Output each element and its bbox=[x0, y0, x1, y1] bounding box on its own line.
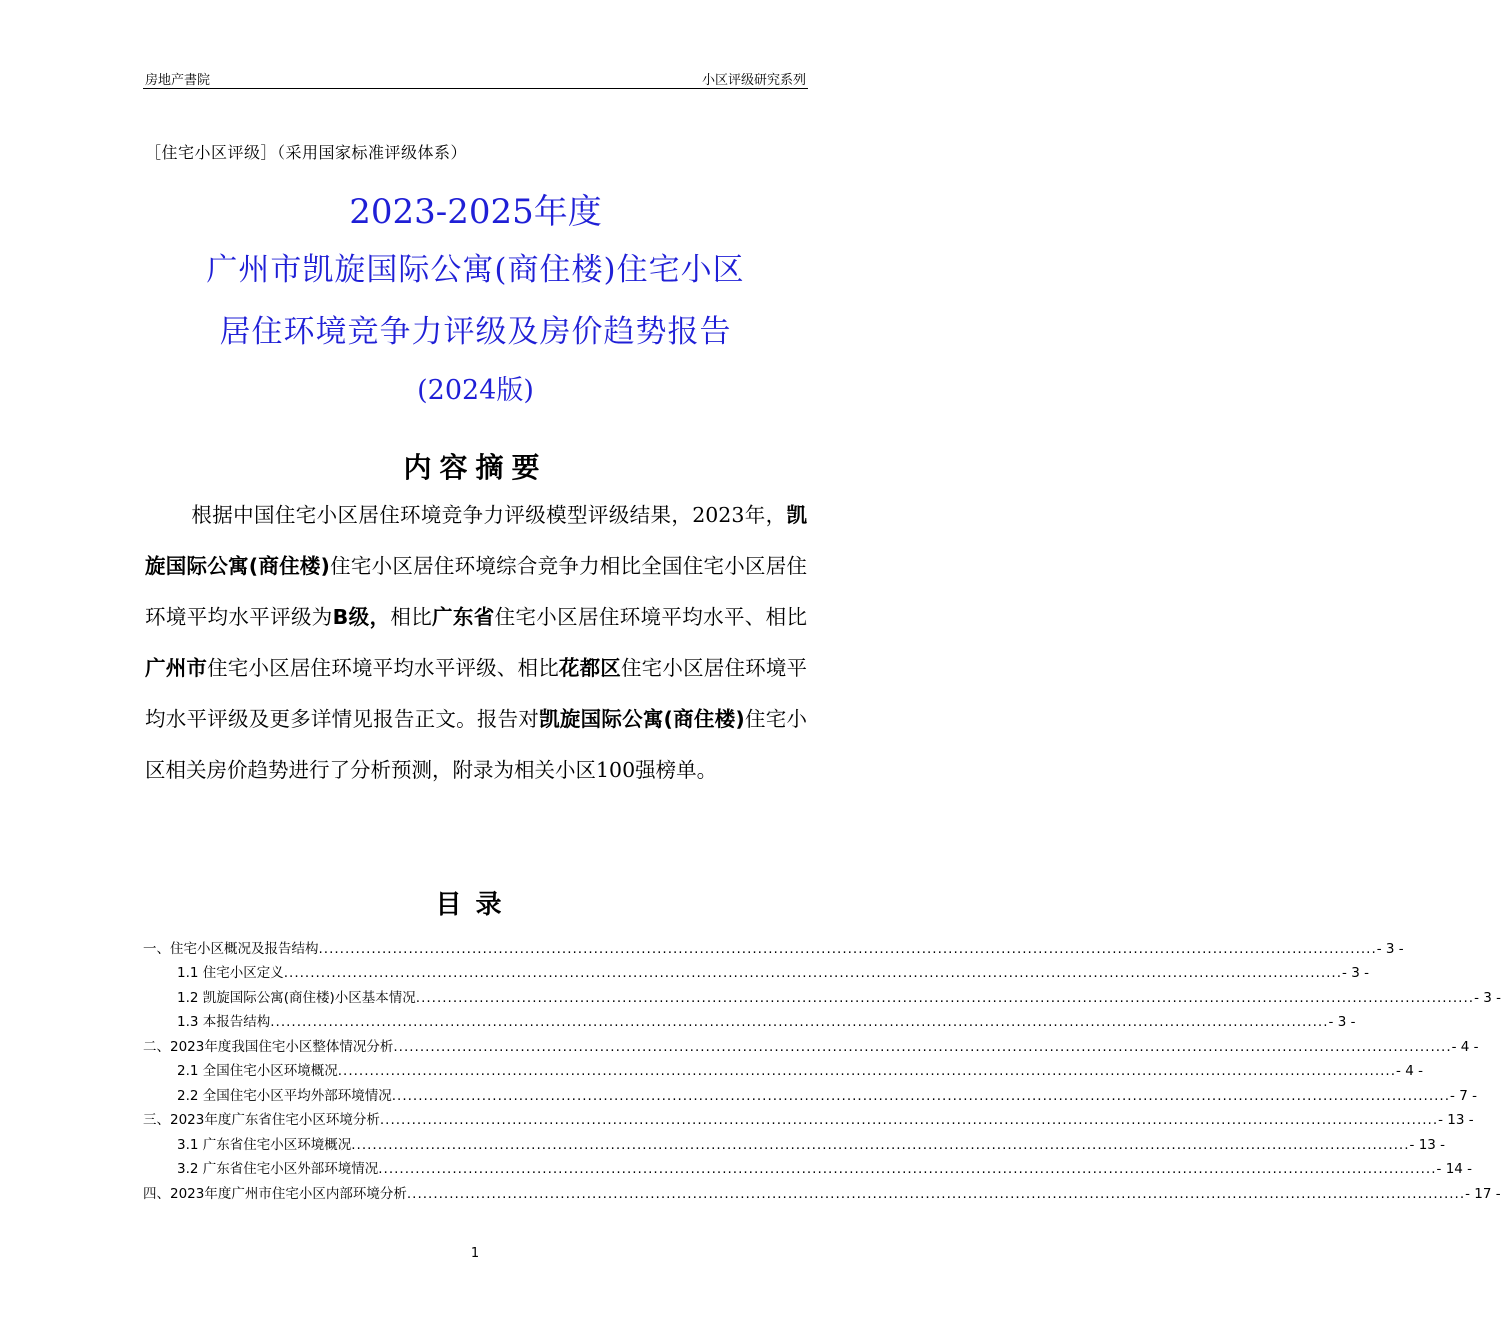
toc-entry[interactable] bbox=[143, 1104, 1474, 1129]
toc-entry[interactable] bbox=[143, 1079, 1477, 1104]
toc-entry[interactable] bbox=[143, 1177, 1501, 1202]
title-line-1: 2023-2025年度 bbox=[349, 192, 602, 232]
toc-entry-page: - 3 - bbox=[1342, 965, 1369, 981]
abstract-text: 住宅小区居住环境平均水平、相比 bbox=[494, 605, 808, 629]
toc-leader-dots: ........................................................................................................................................................................................................ bbox=[379, 1112, 1439, 1128]
toc-entry[interactable] bbox=[143, 1006, 1356, 1031]
toc-leader-dots: ........................................................................................................................................................................................................ bbox=[415, 989, 1475, 1006]
abstract-text: 根据中国住宅小区居住环境竞争力评级模型评级结果，2023年， bbox=[191, 503, 787, 527]
toc-entry-page: - 13 - bbox=[1438, 1112, 1474, 1128]
abstract-text: 相比 bbox=[390, 605, 433, 629]
toc-entry[interactable] bbox=[143, 932, 1404, 957]
toc-entry-page: - 4 - bbox=[1451, 1038, 1479, 1055]
abstract-text: 住宅小区相关房价趋势进行了分析预测，附录为相关小区100强榜单。 bbox=[145, 707, 808, 782]
toc-entry-page: - 4 - bbox=[1396, 1063, 1423, 1079]
title-line-3: 居住环境竞争力评级及房价趋势报告 bbox=[219, 314, 732, 350]
toc-leader-dots: ........................................................................................................................................................................................................ bbox=[318, 940, 1377, 957]
toc-entry[interactable] bbox=[143, 1030, 1479, 1055]
toc-entry-label: 三、2023年度广东省住宅小区环境分析 bbox=[143, 1112, 380, 1128]
abstract-text: 住宅小区居住环境平均水平评级、相比 bbox=[207, 656, 559, 680]
rating-tag: ［住宅小区评级］（采用国家标准评级体系） bbox=[145, 143, 468, 162]
toc-entry-label: 2.2 全国住宅小区平均外部环境情况 bbox=[177, 1087, 392, 1104]
toc-entry[interactable] bbox=[143, 1153, 1473, 1178]
header-left-text: 房地产書院 bbox=[145, 73, 211, 88]
toc-entry[interactable] bbox=[143, 957, 1369, 982]
abstract-text: 住宅小区居住环境综合竞争力相比全国住宅小区居住环境平均水平评级为 bbox=[145, 554, 807, 629]
rating-grade: B级， bbox=[332, 605, 391, 629]
toc-entry-page: - 7 - bbox=[1450, 1087, 1477, 1104]
toc-leader-dots: ........................................................................................................................................................................................................ bbox=[393, 1038, 1452, 1055]
community-name: 凯旋国际公寓(商住楼) bbox=[145, 503, 807, 578]
toc-leader-dots: ........................................................................................................................................................................................................ bbox=[378, 1161, 1437, 1177]
toc-entry-label: 1.1 住宅小区定义 bbox=[177, 965, 284, 981]
toc-entry[interactable] bbox=[143, 1128, 1446, 1153]
toc-heading: 目录 bbox=[435, 890, 516, 920]
toc-entry-label: 1.2 凯旋国际公寓(商住楼)小区基本情况 bbox=[177, 989, 416, 1006]
toc-entry-page: - 3 - bbox=[1474, 989, 1501, 1006]
toc-entry-label: 3.2 广东省住宅小区外部环境情况 bbox=[177, 1161, 379, 1177]
abstract-heading: 内容摘要 bbox=[403, 451, 548, 484]
toc-leader-dots: ........................................................................................................................................................................................................ bbox=[406, 1185, 1466, 1202]
toc-entry-label: 四、2023年度广州市住宅小区内部环境分析 bbox=[143, 1185, 407, 1202]
toc-entry-page: - 13 - bbox=[1409, 1136, 1446, 1153]
toc-entry-page: - 17 - bbox=[1465, 1185, 1501, 1202]
toc-entry-label: 1.3 本报告结构 bbox=[177, 1014, 271, 1030]
toc-entry-label: 3.1 广东省住宅小区环境概况 bbox=[177, 1136, 352, 1153]
toc-entry-label: 二、2023年度我国住宅小区整体情况分析 bbox=[143, 1038, 394, 1055]
toc-leader-dots: ........................................................................................................................................................................................................ bbox=[337, 1063, 1397, 1079]
community-name: 凯旋国际公寓(商住楼) bbox=[539, 707, 745, 731]
toc-entry-page: - 14 - bbox=[1436, 1161, 1473, 1177]
title-edition: (2024版) bbox=[417, 375, 534, 406]
header-right-text: 小区评级研究系列 bbox=[701, 73, 806, 88]
city-name: 广州市 bbox=[145, 656, 208, 680]
abstract-text: 住宅小区居住环境平均水平评级及更多详情见报告正文。报告对 bbox=[145, 656, 808, 731]
toc-entry[interactable] bbox=[143, 981, 1501, 1006]
toc-entry[interactable] bbox=[143, 1055, 1423, 1080]
toc-entry-page: - 3 - bbox=[1376, 940, 1404, 957]
toc-leader-dots: ........................................................................................................................................................................................................ bbox=[391, 1087, 1451, 1104]
toc-leader-dots: ........................................................................................................................................................................................................ bbox=[283, 965, 1343, 981]
toc-entry-label: 一、住宅小区概况及报告结构 bbox=[143, 940, 319, 957]
toc-leader-dots: ........................................................................................................................................................................................................ bbox=[351, 1136, 1410, 1153]
abstract-paragraph bbox=[145, 490, 807, 796]
toc-leader-dots: ........................................................................................................................................................................................................ bbox=[270, 1014, 1329, 1030]
title-line-2: 广州市凯旋国际公寓(商住楼)住宅小区 bbox=[206, 252, 745, 288]
province-name: 广东省 bbox=[432, 605, 495, 629]
toc-entry-page: - 3 - bbox=[1328, 1014, 1356, 1030]
table-of-contents bbox=[143, 932, 1501, 1202]
page-number: 1 bbox=[470, 1246, 480, 1261]
toc-entry-label: 2.1 全国住宅小区环境概况 bbox=[177, 1063, 338, 1079]
page-header bbox=[143, 66, 808, 89]
district-name: 花都区 bbox=[558, 656, 621, 680]
